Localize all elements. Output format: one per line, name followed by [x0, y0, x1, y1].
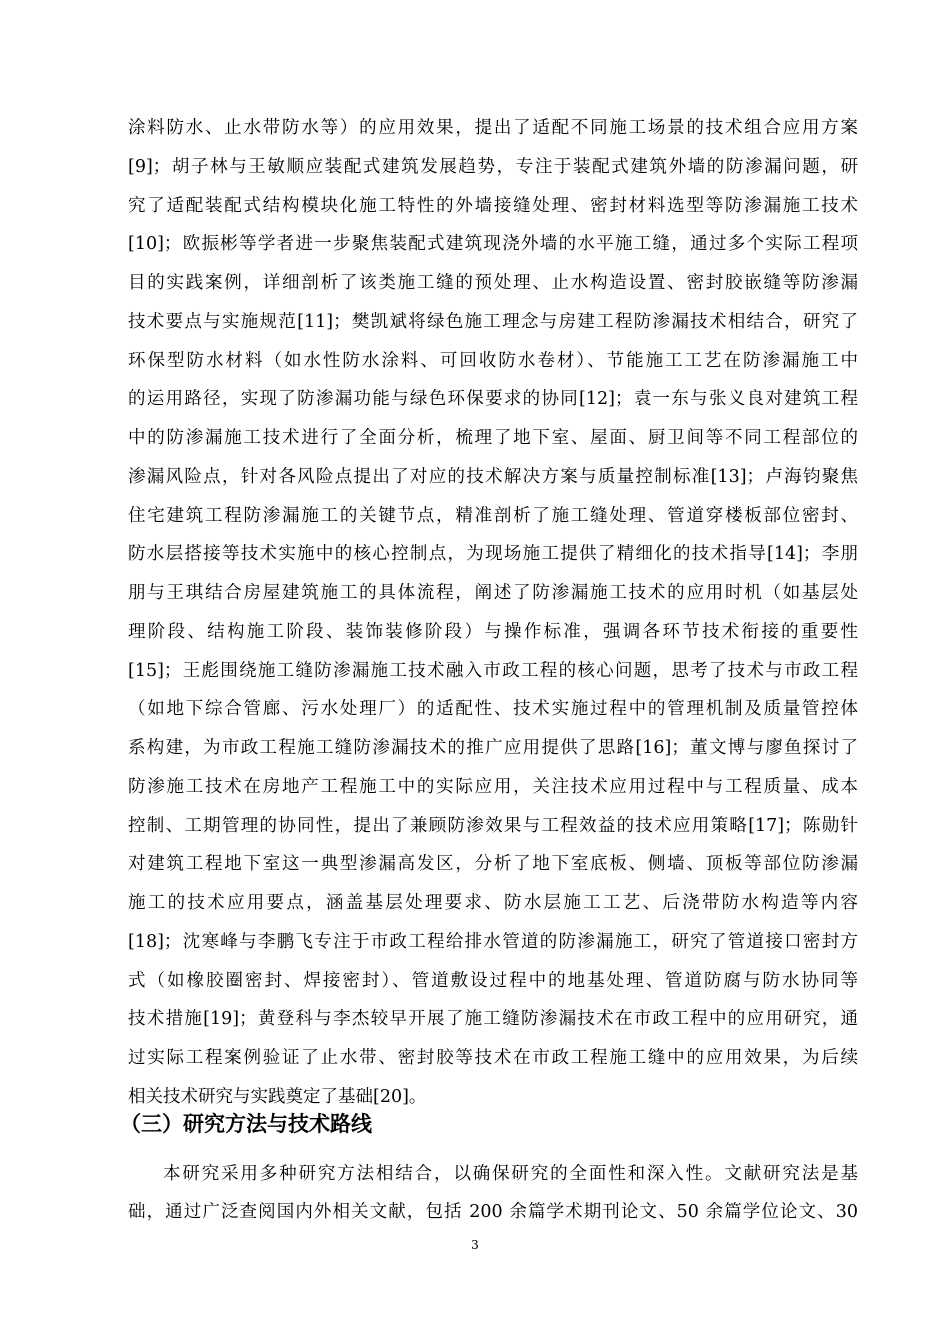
text-line: 对建筑工程地下室这一典型渗漏高发区，分析了地下室底板、侧墙、顶板等部位防渗漏 — [128, 854, 858, 875]
text-line: 式（如橡胶圈密封、焊接密封）、管道敷设过程中的地基处理、管道防腐与防水协同等 — [128, 970, 858, 991]
text-line: [18]；沈寒峰与李鹏飞专注于市政工程给排水管道的防渗漏施工，研究了管道接口密封方 — [128, 931, 858, 952]
text-line: 渗漏风险点，针对各风险点提出了对应的技术解决方案与质量控制标准[13]；卢海钧聚焦 — [128, 466, 858, 487]
text-line: 环保型防水材料（如水性防水涂料、可回收防水卷材）、节能施工工艺在防渗漏施工中 — [128, 350, 858, 371]
text-line: 技术要点与实施规范[11]；樊凯斌将绿色施工理念与房建工程防渗漏技术相结合，研究了 — [128, 311, 858, 332]
text-line: 涂料防水、止水带防水等）的应用效果，提出了适配不同施工场景的技术组合应用方案 — [128, 118, 858, 138]
text-line: 防水层搭接等技术实施中的核心控制点，为现场施工提供了精细化的技术指导[14]；李朋 — [128, 544, 858, 565]
page-number: 3 — [471, 1238, 479, 1252]
text-line: [10]；欧振彬等学者进一步聚焦装配式建筑现浇外墙的水平施工缝，通过多个实际工程项 — [128, 234, 858, 255]
text-line: [9]；胡子林与王敏顺应装配式建筑发展趋势，专注于装配式建筑外墙的防渗漏问题，研 — [128, 156, 858, 177]
text-line: 的运用路径，实现了防渗漏功能与绿色环保要求的协同[12]；袁一东与张义良对建筑工程 — [128, 389, 858, 410]
text-line: 本研究采用多种研究方法相结合，以确保研究的全面性和深入性。文献研究法是基 — [163, 1164, 858, 1184]
text-line: [15]；王彪围绕施工缝防渗漏施工技术融入市政工程的核心问题，思考了技术与市政工程 — [128, 660, 858, 681]
text-line: 朋与王琪结合房屋建筑施工的具体流程，阐述了防渗漏施工技术的应用时机（如基层处 — [128, 583, 858, 603]
text-line: （如地下综合管廊、污水处理厂）的适配性、技术实施过程中的管理机制及质量管控体 — [128, 699, 858, 720]
text-line: 础，通过广泛查阅国内外相关文献，包括 200 余篇学术期刊论文、50 余篇学位论文、30 — [128, 1202, 858, 1222]
text-line: 住宅建筑工程防渗漏施工的关键节点，精准剖析了施工缝处理、管道穿楼板部位密封、 — [128, 505, 858, 526]
text-line: 控制、工期管理的协同性，提出了兼顾防渗效果与工程效益的技术应用策略[17]；陈勋针 — [128, 815, 858, 836]
section-heading: （三）研究方法与技术路线 — [120, 1111, 372, 1136]
text-line: 系构建，为市政工程施工缝防渗漏技术的推广应用提供了思路[16]；董文博与廖鱼探讨了 — [128, 738, 858, 758]
text-line: 究了适配装配式结构模块化施工特性的外墙接缝处理、密封材料选型等防渗漏施工技术 — [128, 195, 858, 216]
text-line: 技术措施[19]；黄登科与李杰较早开展了施工缝防渗漏技术在市政工程中的应用研究，通 — [128, 1009, 858, 1030]
text-line: 防渗施工技术在房地产工程施工中的实际应用，关注技术应用过程中与工程质量、成本 — [128, 776, 858, 797]
text-line: 理阶段、结构施工阶段、装饰装修阶段）与操作标准，强调各环节技术衔接的重要性 — [128, 621, 858, 642]
text-line: 相关技术研究与实践奠定了基础[20]。 — [128, 1086, 427, 1107]
text-line: 过实际工程案例验证了止水带、密封胶等技术在市政工程施工缝中的应用效果，为后续 — [128, 1048, 858, 1068]
text-line: 中的防渗漏施工技术进行了全面分析，梳理了地下室、屋面、厨卫间等不同工程部位的 — [128, 428, 858, 448]
text-line: 目的实践案例，详细剖析了该类施工缝的预处理、止水构造设置、密封胶嵌缝等防渗漏 — [128, 273, 858, 293]
text-line: 施工的技术应用要点，涵盖基层处理要求、防水层施工工艺、后浇带防水构造等内容 — [128, 893, 858, 913]
